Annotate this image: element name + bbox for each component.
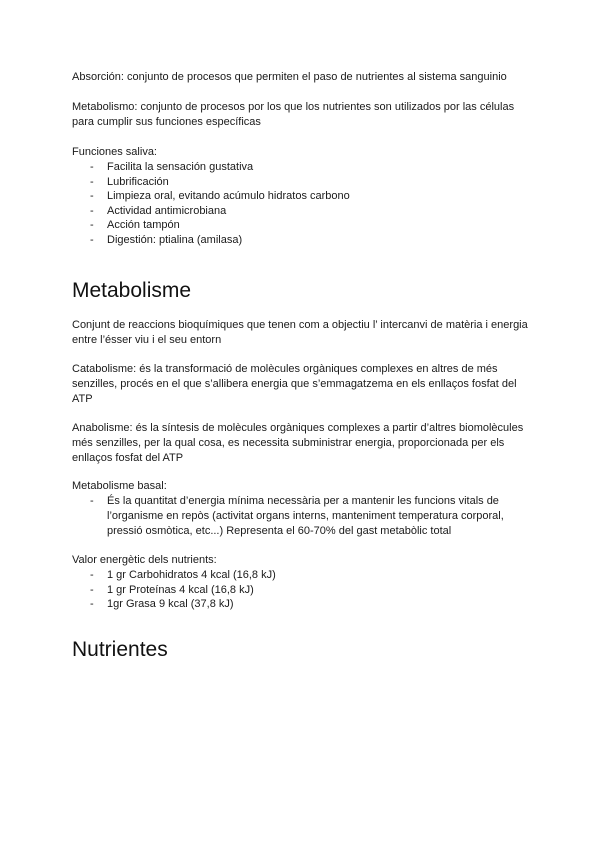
- dash-bullet: -: [90, 495, 94, 507]
- dash-bullet: -: [90, 161, 94, 173]
- list-item: [72, 494, 532, 539]
- list-item-text: Lubrificación: [107, 175, 169, 188]
- list-item: [72, 189, 532, 204]
- list-item-text: 1 gr Carbohidratos 4 kcal (16,8 kJ): [107, 569, 276, 581]
- catabolisme-paragraph: Catabolisme: és la transformació de molècules orgàniques complexes en altres de més senzilles, procés en el que s’allibera energia que s’emmagatzema en els enllaços fosfat del ATP: [72, 363, 517, 405]
- list-item: [72, 597, 532, 612]
- dash-bullet: -: [90, 219, 94, 232]
- absorcion-paragraph: Absorción: conjunto de procesos que permiten el paso de nutrientes al sistema sanguinio: [72, 71, 507, 83]
- list-item-text: Acción tampón: [107, 219, 180, 232]
- metabolisme-heading: Metabolisme: [72, 279, 192, 302]
- conjunt-paragraph: Conjunt de reaccions bioquímiques que tenen com a objectiu l’ intercanvi de matèria i energia entre l’ésser viu i el seu entorn: [72, 319, 528, 346]
- list-item-text: Limpieza oral, evitando acúmulo hidratos carbono: [107, 190, 350, 203]
- list-item: [72, 218, 532, 233]
- anabolisme-paragraph: Anabolisme: és la síntesis de molècules orgàniques complexes a partir d’altres biomolècules més senzilles, per la qual cosa, es necessita subministrar energia, proporcionada per els enllaços fosfat del ATP: [72, 422, 524, 464]
- valor-list: [72, 568, 532, 612]
- list-item: [72, 160, 532, 175]
- funciones-list: [72, 160, 532, 248]
- list-item-text: Actividad antimicrobiana: [107, 204, 227, 217]
- list-item: [72, 175, 532, 190]
- valor-title: Valor energètic dels nutrients:: [72, 554, 217, 566]
- metabolismo-paragraph: Metabolismo: conjunto de procesos por los que los nutrientes son utilizados por las células para cumplir sus funciones específicas: [72, 101, 515, 128]
- list-item: [72, 568, 532, 583]
- dash-bullet: -: [90, 569, 94, 581]
- list-item: [72, 204, 532, 219]
- list-item-text: 1gr Grasa 9 kcal (37,8 kJ): [107, 598, 234, 611]
- dash-bullet: -: [90, 190, 94, 203]
- basal-title: Metabolisme basal:: [72, 480, 167, 492]
- dash-bullet: -: [90, 583, 94, 596]
- list-item: [72, 583, 532, 598]
- dash-bullet: -: [90, 233, 94, 246]
- dash-bullet: -: [90, 175, 94, 188]
- dash-bullet: -: [90, 598, 94, 611]
- nutrientes-heading: Nutrientes: [72, 638, 168, 661]
- dash-bullet: -: [90, 204, 94, 217]
- list-item-text: Digestión: ptialina (amilasa): [107, 233, 243, 246]
- basal-list: [72, 494, 532, 539]
- list-item-text: 1 gr Proteínas 4 kcal (16,8 kJ): [107, 583, 254, 596]
- list-item-text: Facilita la sensación gustativa: [107, 161, 254, 173]
- list-item-text: És la quantitat d’energia mínima necessària per a mantenir les funcions vitals de l’organisme en repòs (activitat organs interns, manteniment temperatura corporal, pressió osmòtica, etc...) Representa el 60-70% del gast metabòlic total: [107, 495, 504, 537]
- list-item: [72, 233, 532, 248]
- funciones-title: Funciones saliva:: [72, 146, 157, 158]
